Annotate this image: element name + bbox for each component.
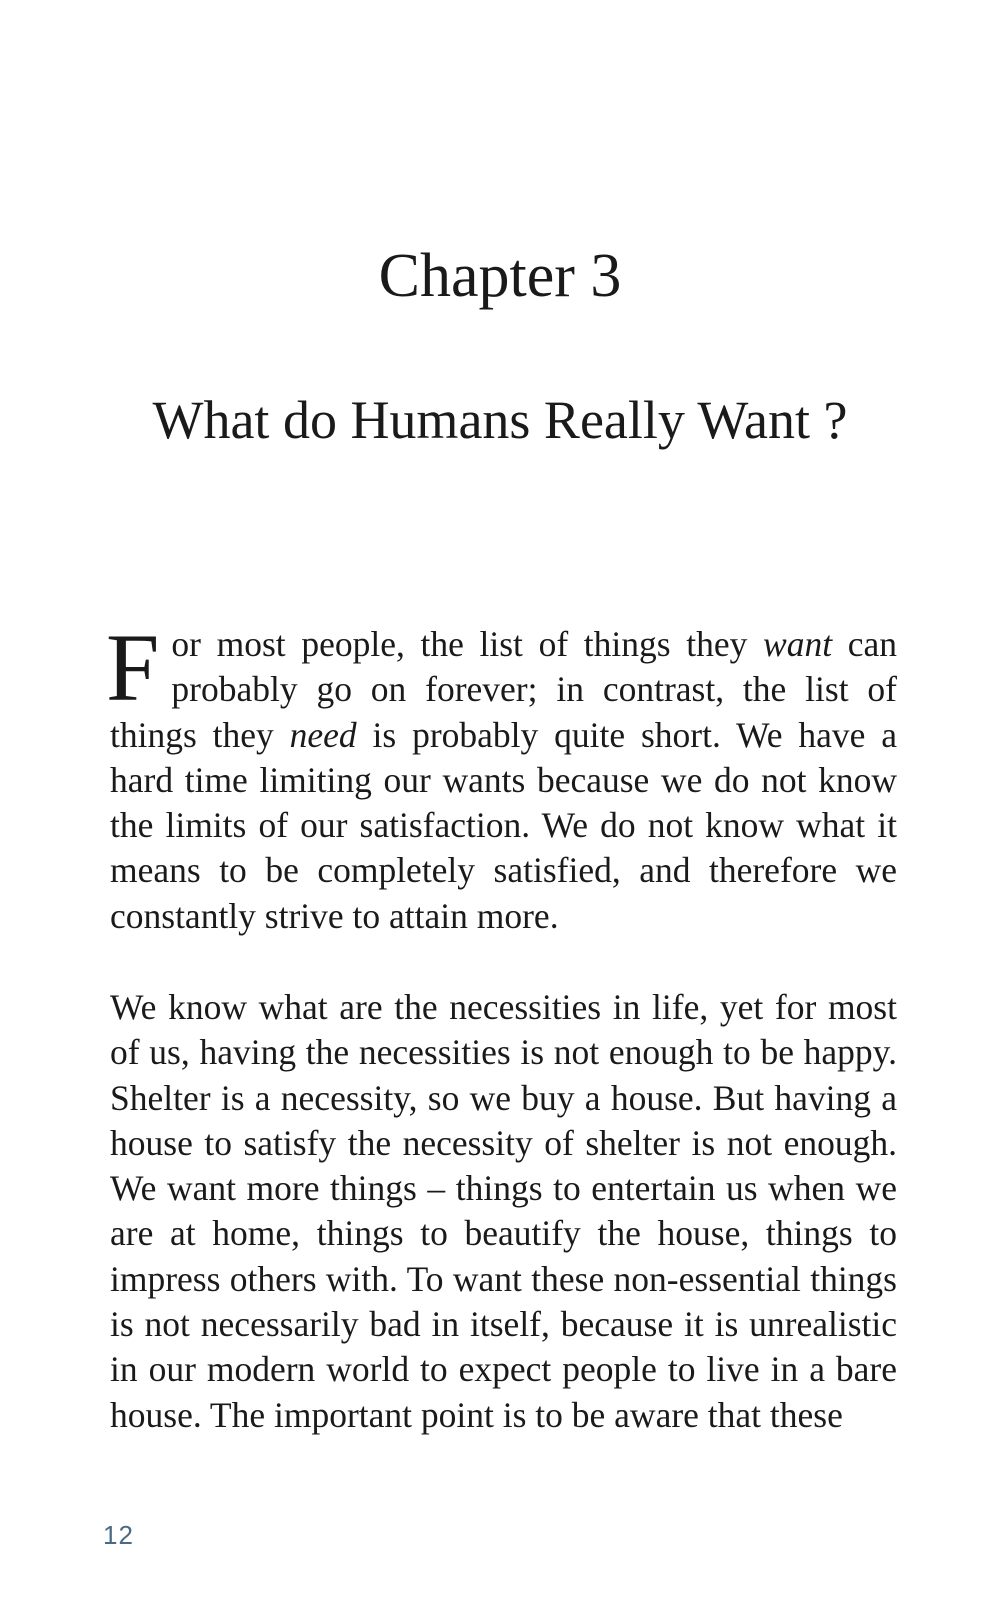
paragraph-2: We know what are the necessities in life, yet for most of us, having the necessities is not enough to be happy. Shelter is a necessity, so we buy a house. But having a house to satisfy the necessity of shelter is not enough. We want more things – things to entertain us when we are at home, things to beautify the house, things to impress others with. To want these non-essential things is not necessarily bad in itself, because it is unrealistic in our modern world to expect people to live in a bare house. The important point is to be aware that these (110, 987, 897, 1435)
chapter-title: What do Humans Really Want ? (152, 390, 848, 450)
emphasis-need: need (289, 714, 357, 755)
paragraph-1 (106, 614, 897, 939)
paragraph-1-segment-1: or most people, the list of things they (171, 624, 764, 664)
emphasis-want: want (763, 624, 833, 664)
paragraph-1-segment-3: is probably quite short. We have a hard time limiting our wants because we do not know the limits of our satisfaction. We do not know what it means to be completely satisfied, and therefore we constantly strive to attain more. (110, 714, 897, 936)
chapter-number: Chapter 3 (378, 242, 622, 310)
page-number: 12 (103, 1520, 134, 1550)
drop-cap: F (106, 614, 160, 721)
paragraph-1-segment-2: can probably go on forever; in contrast, the list of things they (110, 624, 897, 755)
